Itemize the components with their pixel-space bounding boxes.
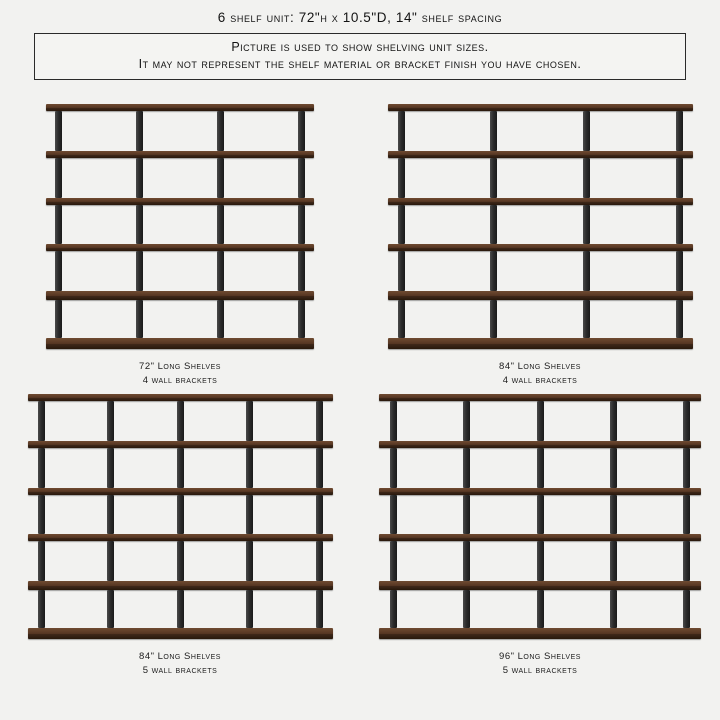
wall-bracket-post (463, 448, 470, 488)
page-title: 6 shelf unit: 72"h x 10.5"D, 14" shelf spacing (217, 10, 503, 25)
wall-bracket-post (537, 541, 544, 581)
shelf-board (388, 338, 693, 349)
wall-bracket-post (136, 300, 143, 338)
shelf-board (28, 581, 333, 590)
unit-cell-96-5 (360, 380, 720, 676)
wall-bracket-post (676, 300, 683, 338)
shelving-unit-diagram (46, 104, 314, 348)
caption-bracket-count: 4 wall brackets (142, 374, 218, 386)
shelf-board (46, 244, 314, 251)
wall-bracket-post (136, 111, 143, 151)
wall-bracket-post (398, 205, 405, 244)
wall-bracket-post (676, 251, 683, 291)
wall-bracket-post (177, 401, 184, 441)
caption-bracket-count: 5 wall brackets (142, 664, 218, 676)
wall-bracket-post (537, 495, 544, 534)
unit-cell-84-5 (0, 380, 360, 676)
wall-bracket-post (298, 205, 305, 244)
shelf-edge-shadow (46, 202, 314, 205)
caption-bracket-count: 4 wall brackets (502, 374, 578, 386)
wall-bracket-post (217, 205, 224, 244)
shelving-unit-diagram (379, 394, 701, 638)
caption-shelf-length: 72" Long Shelves (139, 360, 221, 372)
wall-bracket-post (463, 401, 470, 441)
wall-bracket-post (390, 495, 397, 534)
wall-bracket-post (683, 541, 690, 581)
shelf-assembly (388, 104, 693, 348)
wall-bracket-post (390, 541, 397, 581)
wall-bracket-post (398, 300, 405, 338)
wall-bracket-post (676, 111, 683, 151)
wall-bracket-post (246, 448, 253, 488)
shelf-edge-shadow (46, 248, 314, 251)
wall-bracket-post (217, 300, 224, 338)
wall-bracket-post (610, 401, 617, 441)
shelf-assembly (28, 394, 333, 638)
wall-bracket-post (463, 590, 470, 628)
shelf-edge-shadow (388, 344, 693, 348)
wall-bracket-post (537, 448, 544, 488)
shelf-board (379, 534, 701, 541)
wall-bracket-post (246, 495, 253, 534)
shelf-edge-shadow (388, 155, 693, 158)
shelving-unit-diagram (388, 104, 693, 348)
notice-box (34, 33, 686, 80)
wall-bracket-post (683, 448, 690, 488)
wall-bracket-post (177, 448, 184, 488)
shelf-board (46, 291, 314, 300)
shelf-board (46, 151, 314, 158)
notice-line-2: It may not represent the shelf material or bracket finish you have chosen. (138, 56, 582, 71)
wall-bracket-post (217, 158, 224, 198)
wall-bracket-post (537, 401, 544, 441)
wall-bracket-post (107, 541, 114, 581)
wall-bracket-post (177, 590, 184, 628)
wall-bracket-post (107, 495, 114, 534)
wall-bracket-post (490, 251, 497, 291)
wall-bracket-post (583, 300, 590, 338)
wall-bracket-post (490, 205, 497, 244)
shelf-board (388, 198, 693, 205)
unit-cell-84-4 (360, 90, 720, 386)
shelf-edge-shadow (46, 108, 314, 111)
caption-shelf-length: 84" Long Shelves (499, 360, 581, 372)
shelf-assembly (46, 104, 314, 348)
shelf-edge-shadow (388, 202, 693, 205)
shelf-edge-shadow (46, 344, 314, 348)
shelf-board (379, 581, 701, 590)
unit-grid (0, 90, 720, 676)
shelf-board (28, 534, 333, 541)
wall-bracket-post (676, 205, 683, 244)
wall-bracket-post (38, 448, 45, 488)
wall-bracket-post (217, 251, 224, 291)
wall-bracket-post (676, 158, 683, 198)
wall-bracket-post (390, 401, 397, 441)
shelf-edge-shadow (379, 634, 701, 638)
caption-bracket-count: 5 wall brackets (502, 664, 578, 676)
shelf-board (28, 488, 333, 495)
wall-bracket-post (246, 541, 253, 581)
wall-bracket-post (390, 448, 397, 488)
wall-bracket-post (583, 158, 590, 198)
wall-bracket-post (298, 111, 305, 151)
shelf-board (388, 291, 693, 300)
wall-bracket-post (316, 401, 323, 441)
wall-bracket-post (583, 111, 590, 151)
notice-line-1: Picture is used to show shelving unit sizes. (231, 40, 489, 54)
shelf-board (28, 628, 333, 639)
wall-bracket-post (107, 401, 114, 441)
shelf-edge-shadow (388, 248, 693, 251)
wall-bracket-post (610, 590, 617, 628)
wall-bracket-post (316, 541, 323, 581)
shelf-edge-shadow (46, 155, 314, 158)
shelf-board (28, 394, 333, 401)
wall-bracket-post (38, 401, 45, 441)
wall-bracket-post (38, 541, 45, 581)
wall-bracket-post (38, 590, 45, 628)
wall-bracket-post (390, 590, 397, 628)
wall-bracket-post (55, 205, 62, 244)
wall-bracket-post (398, 111, 405, 151)
wall-bracket-post (490, 158, 497, 198)
wall-bracket-post (55, 251, 62, 291)
wall-bracket-post (537, 590, 544, 628)
wall-bracket-post (136, 158, 143, 198)
wall-bracket-post (683, 401, 690, 441)
wall-bracket-post (55, 300, 62, 338)
wall-bracket-post (246, 401, 253, 441)
shelf-board (379, 441, 701, 448)
wall-bracket-post (38, 495, 45, 534)
shelf-edge-shadow (46, 296, 314, 300)
wall-bracket-post (107, 448, 114, 488)
wall-bracket-post (246, 590, 253, 628)
shelf-board (379, 488, 701, 495)
wall-bracket-post (683, 590, 690, 628)
wall-bracket-post (583, 205, 590, 244)
unit-cell-72-4 (0, 90, 360, 386)
wall-bracket-post (55, 111, 62, 151)
wall-bracket-post (610, 541, 617, 581)
wall-bracket-post (490, 300, 497, 338)
caption-shelf-length: 96" Long Shelves (499, 650, 581, 662)
caption-shelf-length: 84" Long Shelves (139, 650, 221, 662)
wall-bracket-post (398, 158, 405, 198)
wall-bracket-post (298, 300, 305, 338)
wall-bracket-post (463, 541, 470, 581)
unit-caption (0, 650, 360, 678)
shelf-board (388, 244, 693, 251)
wall-bracket-post (136, 205, 143, 244)
shelf-edge-shadow (28, 634, 333, 638)
shelf-edge-shadow (388, 296, 693, 300)
wall-bracket-post (55, 158, 62, 198)
unit-caption (360, 650, 720, 678)
wall-bracket-post (683, 495, 690, 534)
wall-bracket-post (610, 495, 617, 534)
shelf-board (46, 198, 314, 205)
wall-bracket-post (298, 158, 305, 198)
wall-bracket-post (463, 495, 470, 534)
shelf-edge-shadow (388, 108, 693, 111)
wall-bracket-post (177, 495, 184, 534)
wall-bracket-post (136, 251, 143, 291)
wall-bracket-post (316, 495, 323, 534)
shelf-board (388, 151, 693, 158)
shelf-board (28, 441, 333, 448)
shelf-board (46, 338, 314, 349)
shelf-board (46, 104, 314, 111)
shelf-board (379, 394, 701, 401)
wall-bracket-post (107, 590, 114, 628)
wall-bracket-post (398, 251, 405, 291)
shelf-assembly (379, 394, 701, 638)
wall-bracket-post (490, 111, 497, 151)
wall-bracket-post (177, 541, 184, 581)
wall-bracket-post (583, 251, 590, 291)
wall-bracket-post (298, 251, 305, 291)
shelf-board (388, 104, 693, 111)
wall-bracket-post (316, 448, 323, 488)
wall-bracket-post (610, 448, 617, 488)
shelf-board (379, 628, 701, 639)
shelving-unit-diagram (28, 394, 333, 638)
wall-bracket-post (316, 590, 323, 628)
wall-bracket-post (217, 111, 224, 151)
